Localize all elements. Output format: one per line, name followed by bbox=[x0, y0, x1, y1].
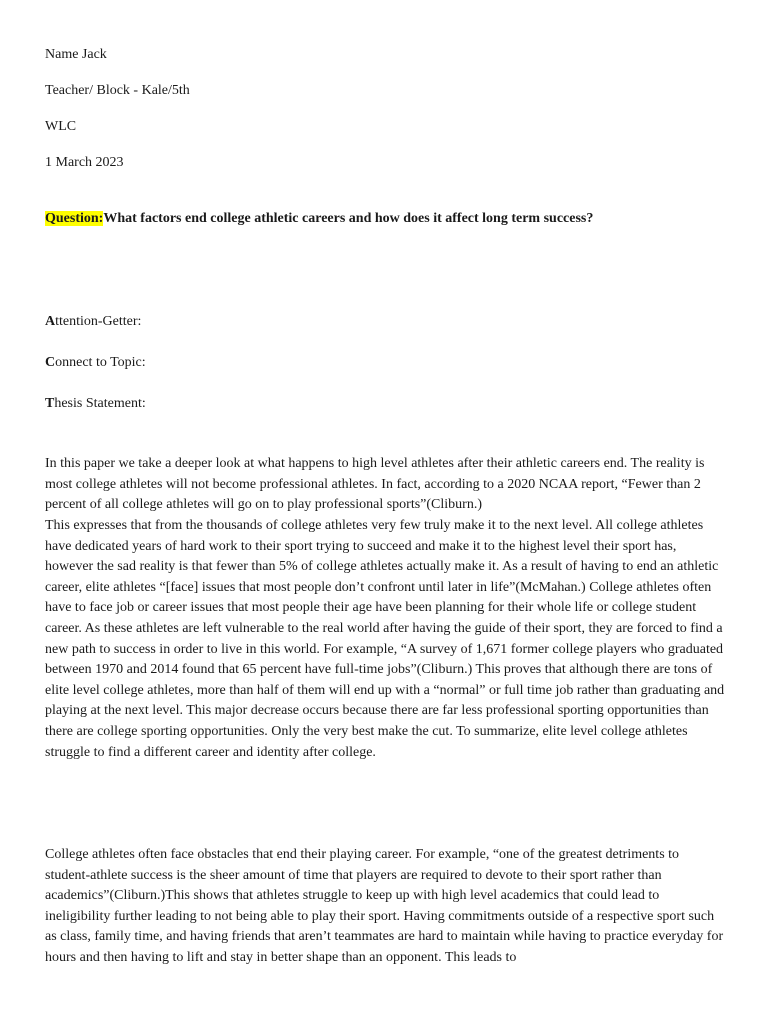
outline-initial: C bbox=[45, 355, 56, 370]
body-paragraph-analysis: This expresses that from the thousands of college athletes very few truly make it to the next level. All college athletes have dedicated years of hard work to their sport trying to succeed and make it to the highest level their sport has, however the sad reality is that fewer than 5% of college athletes actually make it. As a result of having to end an athletic career, elite athletes “[face] issues that most people don’t confront until later in life”(McMahan.) College athletes often have to face job or career issues that most people their age have been planning for their whole life or college student career. As these athletes are left vulnerable to the real world after having the guide of their sport, they are forced to find a new path to success in order to live in this world. For example, “A survey of 1,671 former college players who graduated between 1970 and 2014 found that 65 percent have full-time jobs”(Cliburn.) This proves that although there are tons of elite level college athletes, more than half of them will end up with a “normal” or full time job rather than graduating and playing at the next level. This major decrease occurs because there are far less professional sporting opportunities than there are college sporting opportunities. Only the very best make the cut. To summarize, elite level college athletes struggle to find a different career and identity after college. bbox=[45, 518, 725, 760]
teacher-block: Teacher/ Block - Kale/5th bbox=[45, 83, 190, 98]
question-label: Question: bbox=[45, 211, 104, 226]
student-name: Name Jack bbox=[45, 47, 107, 62]
document-date: 1 March 2023 bbox=[45, 155, 124, 170]
outline-attention-getter bbox=[45, 313, 141, 331]
outline-label: onnect to Topic: bbox=[55, 355, 146, 370]
body-paragraph-intro: In this paper we take a deeper look at what happens to high level athletes after their athletic careers end. The reality is most college athletes will not become professional athletes. In fact, according to a 2020 NCAA report, “Fewer than 2 percent of all college athletes will go on to play professional sports”(Cliburn.) bbox=[45, 456, 705, 513]
outline-thesis-statement bbox=[45, 395, 146, 413]
research-question bbox=[45, 210, 593, 228]
course-name: WLC bbox=[45, 119, 77, 134]
outline-connect-to-topic bbox=[45, 354, 146, 372]
outline-initial: A bbox=[45, 314, 56, 329]
outline-initial: T bbox=[45, 396, 55, 411]
outline-label: hesis Statement: bbox=[54, 396, 146, 411]
question-text: What factors end college athletic careers and how does it affect long term success? bbox=[103, 211, 594, 226]
body-paragraph-obstacles: College athletes often face obstacles that end their playing career. For example, “one of the greatest detriments to student-athlete success is the sheer amount of time that players are required to devote to their sport rather than academics”(Cliburn.)This shows that athletes struggle to keep up with high level academics that could lead to ineligibility further leading to not being able to play their sport. Having commitments outside of a respective sport such as class, family time, and having friends that aren’t teammates are hard to maintain while having to practice everyday for hours and then having to lift and stay in better shape than an opponent. This leads to bbox=[45, 847, 724, 965]
outline-label: ttention-Getter: bbox=[55, 314, 142, 329]
